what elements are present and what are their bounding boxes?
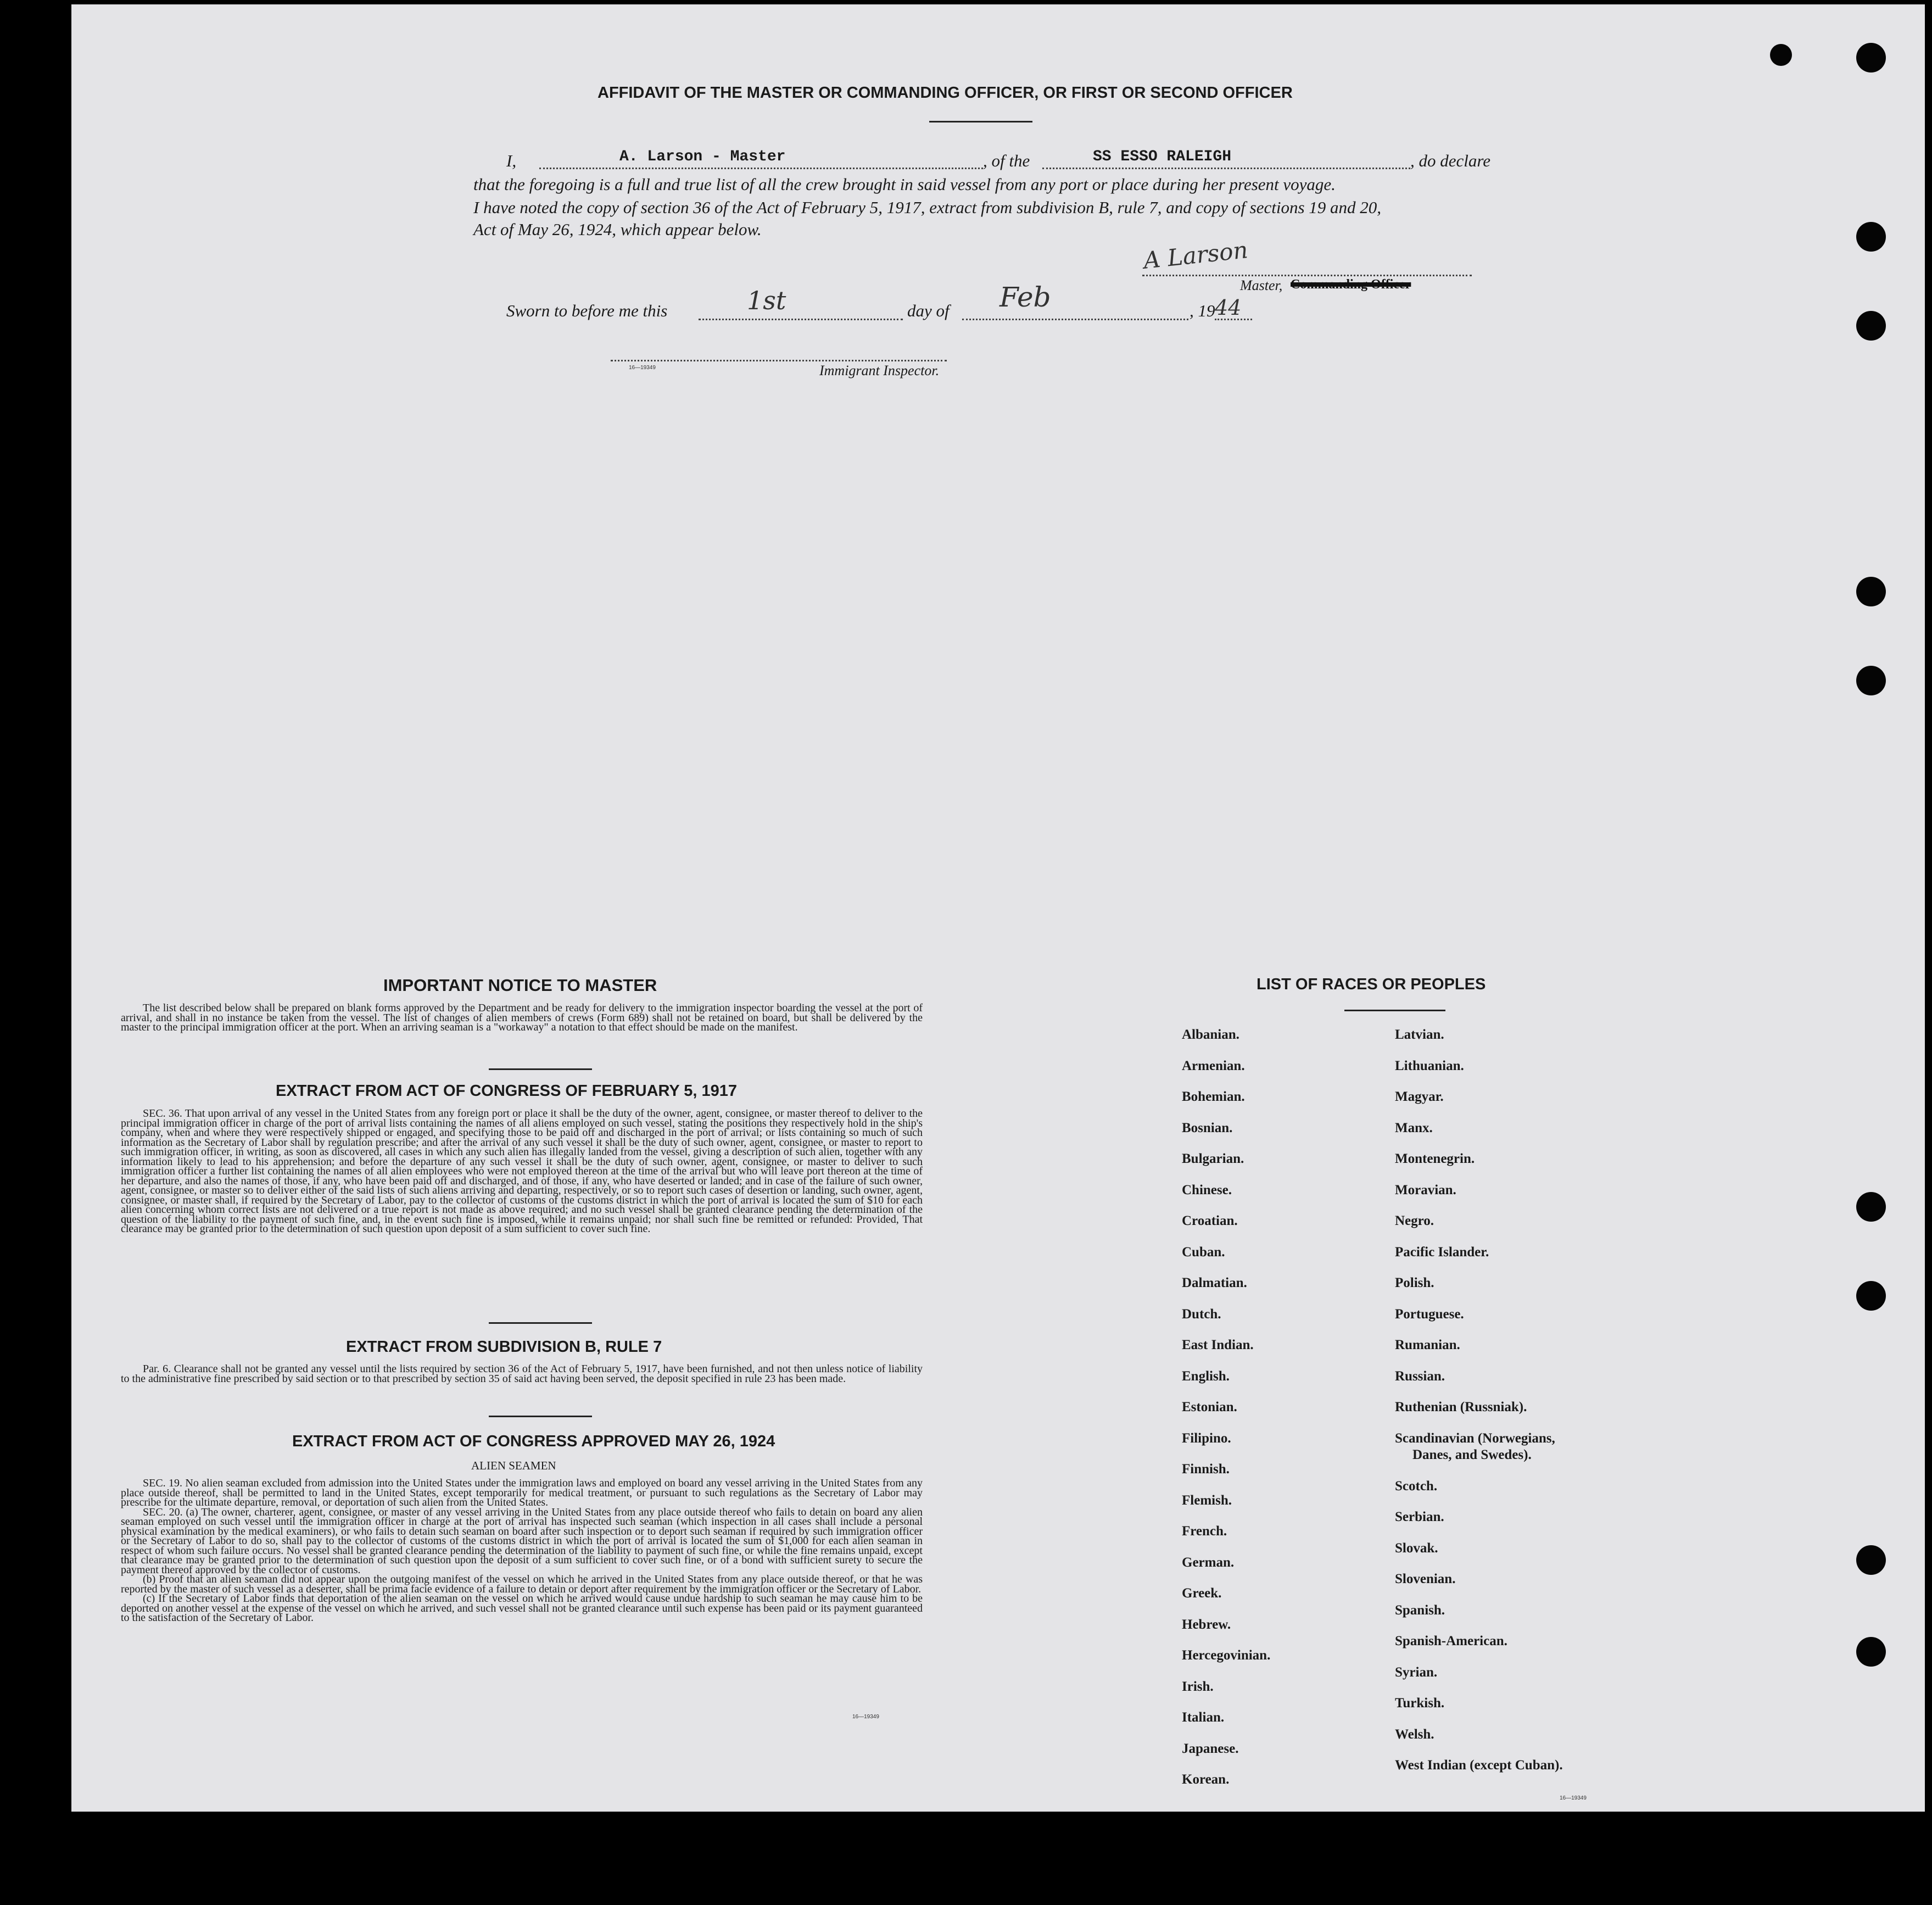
binder-hole (1856, 666, 1886, 695)
affidavit-title: AFFIDAVIT OF THE MASTER OR COMMANDING OFFICER, OR FIRST OR SECOND OFFICER (598, 84, 1293, 102)
race-item: Danes, and Swedes). (1412, 1447, 1532, 1462)
inspector-line (611, 360, 947, 361)
notice-title: IMPORTANT NOTICE TO MASTER (383, 976, 657, 995)
do-declare-label: , do declare (1410, 151, 1491, 170)
race-item: Latvian. (1395, 1027, 1444, 1042)
notice-rule (489, 1068, 592, 1070)
race-item: Estonian. (1182, 1400, 1237, 1414)
race-item: Bohemian. (1182, 1089, 1245, 1104)
binder-hole (1856, 1281, 1886, 1311)
race-item: Flemish. (1182, 1492, 1232, 1508)
race-item: French. (1182, 1524, 1227, 1539)
rule-7-paragraph: Par. 6. Clearance shall not be granted any vessel until the lists required by section 36 of the Act of February 5, 1917, have been furnished, and not then unless notice of liability to the administrative fine prescribed by said section or to that prescribed by section 35 of said act having been served, the deposit specified in rule 23 has been made. (121, 1363, 923, 1385)
master-name-field: A. Larson - Master (619, 148, 786, 165)
race-item: Manx. (1395, 1120, 1433, 1135)
races-rule (1344, 1010, 1445, 1011)
form-number-bottom-right: 16—19349 (1560, 1795, 1587, 1801)
binder-hole (1856, 577, 1886, 606)
race-item: Negro. (1395, 1213, 1434, 1228)
race-item: Russian. (1395, 1368, 1445, 1384)
extract-1924-text (121, 1479, 923, 1623)
race-item: Scotch. (1395, 1478, 1438, 1494)
race-item: Rumanian. (1395, 1338, 1460, 1352)
race-item: Italian. (1182, 1710, 1225, 1725)
race-item: Croatian. (1182, 1213, 1238, 1228)
race-item: German. (1182, 1555, 1235, 1570)
race-item: Dutch. (1182, 1306, 1221, 1322)
master-signature: A Larson (1142, 236, 1249, 274)
race-item: Turkish. (1395, 1696, 1445, 1711)
race-item: Korean. (1182, 1772, 1230, 1787)
binder-hole (1770, 44, 1792, 66)
i-label: I, (506, 151, 517, 170)
race-item: Irish. (1182, 1679, 1214, 1694)
sworn-label: Sworn to before me this (506, 301, 668, 320)
section-19-paragraph: SEC. 19. No alien seaman excluded from admission into the United States under the immigration laws and employed on board any vessel arriving in the United States from any place outside thereof, shall be permitted to land in the United States, except temporarily for medical treatment, or pursuant to such regulations as the Secretary of Labor may prescribe for the ultimate departure, removal, or deportation of such alien from the United States. (121, 1477, 923, 1508)
extract-1917-rule (489, 1322, 592, 1324)
race-item: Scandinavian (Norwegians, (1395, 1430, 1555, 1446)
inspector-label: Immigrant Inspector. (819, 363, 940, 378)
extract-1917-title: EXTRACT FROM ACT OF CONGRESS OF FEBRUARY 5, 1917 (276, 1082, 738, 1100)
section-36-paragraph: SEC. 36. That upon arrival of any vessel in the United States from any foreign port or place it shall be the duty of the owner, agent, consignee, or master thereof to deliver to the principal immigration officer in charge of the port of arrival lists containing the names of all aliens employed on such vessel, stating the positions they respectively hold in the ship's company, when and where they were respectively shipped or engaged, and specifying those to be paid off and discharged in the port of arrival; or lists containing so much of such information as the Secretary of Labor shall by regulation prescribe; and after the arrival of any such vessel it shall be the duty of such owner, agent, consignee, or master to report to such immigration officer, in writing, as soon as discovered, all cases in which any such alien has illegally landed from the vessel, giving a description of such alien, together with any information likely to lead to his apprehension; and before the departure of any such vessel it shall be the duty of such owner, agent, consignee, or master to deliver to such immigration officer a further list containing the names of all alien employees who were not employed thereon at the time of the arrival but who will leave port thereon at the time of her departure, and also the names of those, if any, who have been paid off and discharged, and of those, if any, who have deserted or landed; and in case of the failure of such owner, agent, consignee, or master so to deliver either of the said lists of such aliens arriving and departing, respectively, or so to report such cases of desertion or landing, such owner, agent, consignee, or master shall, if required by the Secretary of Labor, pay to the collector of customs of the customs district in which the port of arrival is located the sum of $10 for each alien concerning whom correct lists are not delivered or a true report is not made as above required; and no such vessel shall be granted clearance pending the determination of the question of the liability to the payment of such fine, and, in the event such fine is imposed, while it remains unpaid; nor shall such fine be remitted or refunded: Provided, That clearance may be granted prior to the determination of such question upon deposit of a sum sufficient to cover such fine. (121, 1107, 923, 1235)
form-number-top: 16—19349 (629, 365, 656, 371)
race-item: Slovenian. (1395, 1572, 1456, 1586)
race-item: Slovak. (1395, 1540, 1438, 1556)
binder-hole (1856, 43, 1886, 73)
sworn-month-line (962, 319, 1188, 320)
section-20a-paragraph: SEC. 20. (a) The owner, charterer, agent, consignee, or master of any vessel arriving in the United States from any place outside thereof who fails to detain on board any alien seaman employed on such vessel until the immigration officer in charge at the port of arrival has inspected such seaman (which inspection in all cases shall include a personal physical examination by the medical examiners), or who fails to detain such seaman on board after such inspection or to deport such seaman if required by such immigration officer or the Secretary of Labor to do so, shall pay to the collector of customs of the customs district in which the port of arrival is located the sum of $1,000 for each alien seaman in respect of whom such failure occurs. No vessel shall be granted clearance pending the determination of the liability to payment of such fine, or while the fine remains unpaid, except that clearance may be granted prior to the determination of such question upon the deposit of a sum sufficient to cover such fine, or of a bond with sufficient surety to secure the payment thereof approved by the collector of customs. (121, 1506, 923, 1576)
vessel-name-field: SS ESSO RALEIGH (1093, 148, 1232, 165)
alien-seamen-subtitle: ALIEN SEAMEN (471, 1459, 556, 1472)
master-label: Master, (1240, 277, 1283, 293)
race-item: Portuguese. (1395, 1306, 1464, 1322)
race-item: Chinese. (1182, 1182, 1232, 1197)
notice-text (121, 1004, 923, 1033)
race-item: Ruthenian (Russniak). (1395, 1400, 1527, 1414)
affidavit-line-4: Act of May 26, 1924, which appear below. (473, 220, 762, 239)
binder-hole (1856, 1637, 1886, 1667)
year-prefix: , 19 (1190, 301, 1215, 320)
race-item: Magyar. (1395, 1089, 1444, 1104)
section-20b-paragraph: (b) Proof that an alien seaman did not appear upon the outgoing manifest of the vessel on which he arrived in the United States from any place outside thereof, or that he was reported by the master of such vessel as a deserter, shall be prima facie evidence of a failure to detain or deport after requirement by the immigration officer or the Secretary of Labor. (121, 1573, 923, 1595)
race-item: Cuban. (1182, 1244, 1225, 1260)
race-item: Greek. (1182, 1586, 1222, 1601)
race-item: Welsh. (1395, 1726, 1434, 1742)
race-item: Bosnian. (1182, 1120, 1233, 1135)
race-item: Polish. (1395, 1275, 1434, 1290)
struck-officer-label: Commanding Officer (1291, 277, 1411, 292)
of-the-label: , of the (983, 151, 1030, 170)
race-item: Japanese. (1182, 1741, 1239, 1756)
race-item: Bulgarian. (1182, 1151, 1244, 1166)
race-item: Hercegovinian. (1182, 1648, 1271, 1663)
race-item: Albanian. (1182, 1027, 1239, 1042)
extract-1917-text (121, 1109, 923, 1234)
sworn-day-line (699, 319, 903, 320)
year-line (1215, 319, 1252, 320)
binder-hole (1856, 1545, 1886, 1575)
binder-hole (1856, 1192, 1886, 1222)
race-item: Lithuanian. (1395, 1058, 1464, 1073)
year-suffix-field: 44 (1215, 296, 1242, 320)
master-name-line (539, 168, 983, 169)
race-item: Finnish. (1182, 1462, 1230, 1477)
race-item: Montenegrin. (1395, 1151, 1475, 1166)
affidavit-line-3: I have noted the copy of section 36 of the Act of February 5, 1917, extract from subdivision B, rule 7, and copy of sections 19 and 20, (473, 198, 1382, 217)
affidavit-line-2: that the foregoing is a full and true list of all the crew brought in said vessel from any port or place during her present voyage. (473, 175, 1336, 194)
rule-7-rule (489, 1416, 592, 1417)
sworn-day-field: 1st (747, 286, 786, 315)
race-item: Hebrew. (1182, 1617, 1231, 1632)
binder-hole (1856, 311, 1886, 341)
race-item: English. (1182, 1368, 1230, 1384)
race-item: Dalmatian. (1182, 1275, 1247, 1290)
vessel-name-line (1042, 168, 1410, 169)
extract-1924-title: EXTRACT FROM ACT OF CONGRESS APPROVED MAY 26, 1924 (292, 1433, 775, 1450)
race-item: Syrian. (1395, 1664, 1438, 1680)
sworn-month-field: Feb (999, 281, 1051, 313)
form-number-bottom-left: 16—19349 (852, 1714, 879, 1720)
day-of-label: day of (907, 301, 950, 320)
section-20c-paragraph: (c) If the Secretary of Labor finds that deportation of the alien seaman on the vessel on which he arrived would cause undue hardship to such seaman he may cause him to be deported on another vessel at the expense of the vessel on which he arrived, and such vessel shall not be granted clearance until such expense has been paid or its payment guaranteed to the satisfaction of the Secretary of Labor. (121, 1592, 923, 1624)
binder-hole (1856, 222, 1886, 252)
race-item: Moravian. (1395, 1182, 1456, 1197)
race-item: Filipino. (1182, 1430, 1231, 1446)
race-item: Spanish. (1395, 1602, 1445, 1618)
race-item: West Indian (except Cuban). (1395, 1758, 1563, 1773)
rule-7-title: EXTRACT FROM SUBDIVISION B, RULE 7 (346, 1338, 662, 1356)
rule-7-text (121, 1364, 923, 1384)
signature-line (1142, 275, 1472, 276)
race-item: Pacific Islander. (1395, 1244, 1489, 1260)
races-title: LIST OF RACES OR PEOPLES (1257, 976, 1486, 993)
race-item: Spanish-American. (1395, 1634, 1507, 1648)
notice-paragraph: The list described below shall be prepared on blank forms approved by the Department and be ready for delivery to the immigration inspector boarding the vessel at the port of arrival, and shall in no instance be taken from the vessel. The list of changes of alien members of crews (Form 689) shall not be retained on board, but shall be delivered by the master to the principal immigration officer at the port. When an arriving seaman is a "workaway" a notation to that effect should be made on the manifest. (121, 1002, 923, 1033)
title-rule (929, 121, 1032, 122)
race-item: Serbian. (1395, 1509, 1444, 1524)
race-item: Armenian. (1182, 1058, 1245, 1073)
race-item: East Indian. (1182, 1338, 1254, 1352)
